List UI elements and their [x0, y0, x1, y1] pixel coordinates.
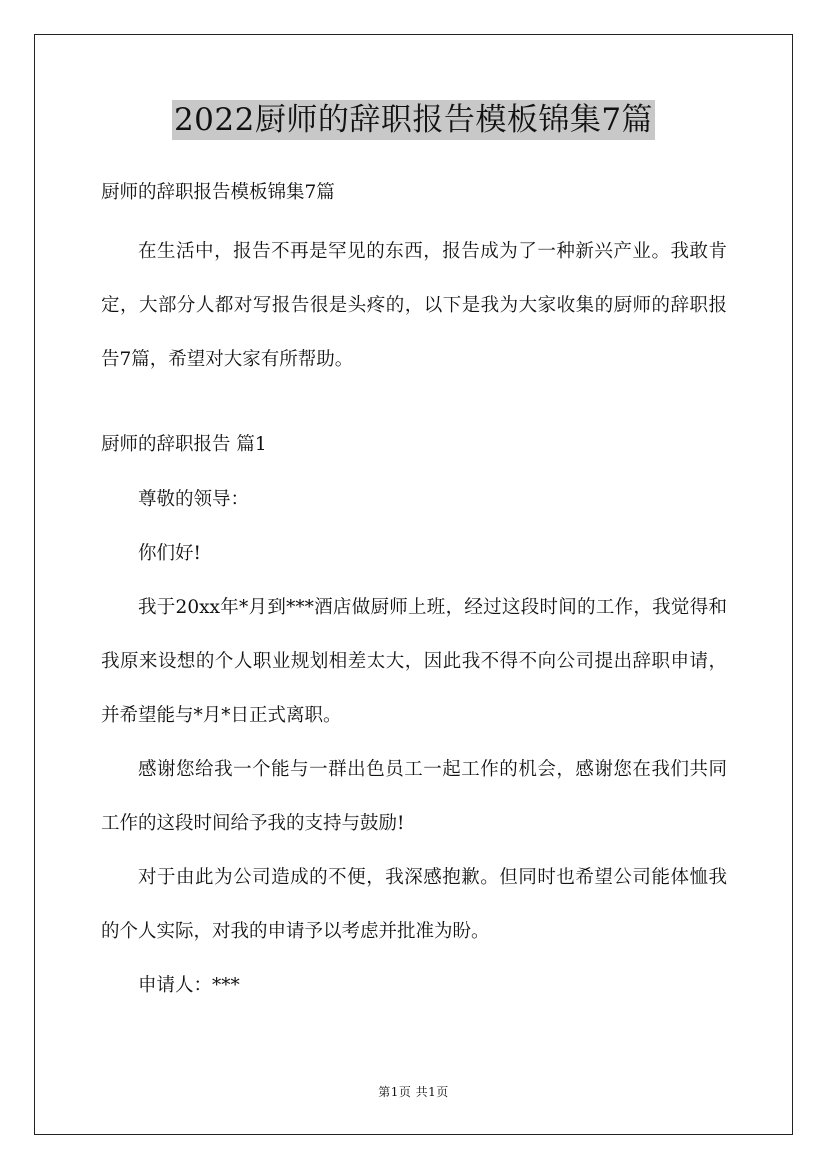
salutation: 尊敬的领导：: [138, 489, 250, 510]
page-number-footer: 第1页 共1页: [378, 1085, 449, 1099]
document-body: [101, 175, 727, 1013]
greeting: 你们好!: [138, 543, 201, 564]
section-heading: 厨师的辞职报告 篇1: [101, 434, 267, 455]
body-paragraph: 对于由此为公司造成的不便，我深感抱歉。但同时也希望公司能体恤我的个人实际，对我的申请予以考虑并批准为盼。: [101, 867, 727, 942]
document-title: 2022厨师的辞职报告模板锦集7篇: [173, 102, 654, 138]
title-container: [0, 100, 827, 140]
signature: 申请人：***: [138, 975, 240, 996]
intro-paragraph: 在生活中，报告不再是罕见的东西，报告成为了一种新兴产业。我敢肯定，大部分人都对写报告很是头疼的，以下是我为大家收集的厨师的辞职报告7篇，希望对大家有所帮助。: [101, 241, 727, 370]
body-paragraph: 我于20xx年*月到***酒店做厨师上班，经过这段时间的工作，我觉得和我原来设想的个人职业规划相差太大，因此我不得不向公司提出辞职申请，并希望能与*月*日正式离职。: [101, 597, 727, 726]
document-subtitle: 厨师的辞职报告模板锦集7篇: [101, 182, 335, 203]
body-paragraph: 感谢您给我一个能与一群出色员工一起工作的机会，感谢您在我们共同工作的这段时间给予我的支持与鼓励!: [101, 759, 727, 834]
